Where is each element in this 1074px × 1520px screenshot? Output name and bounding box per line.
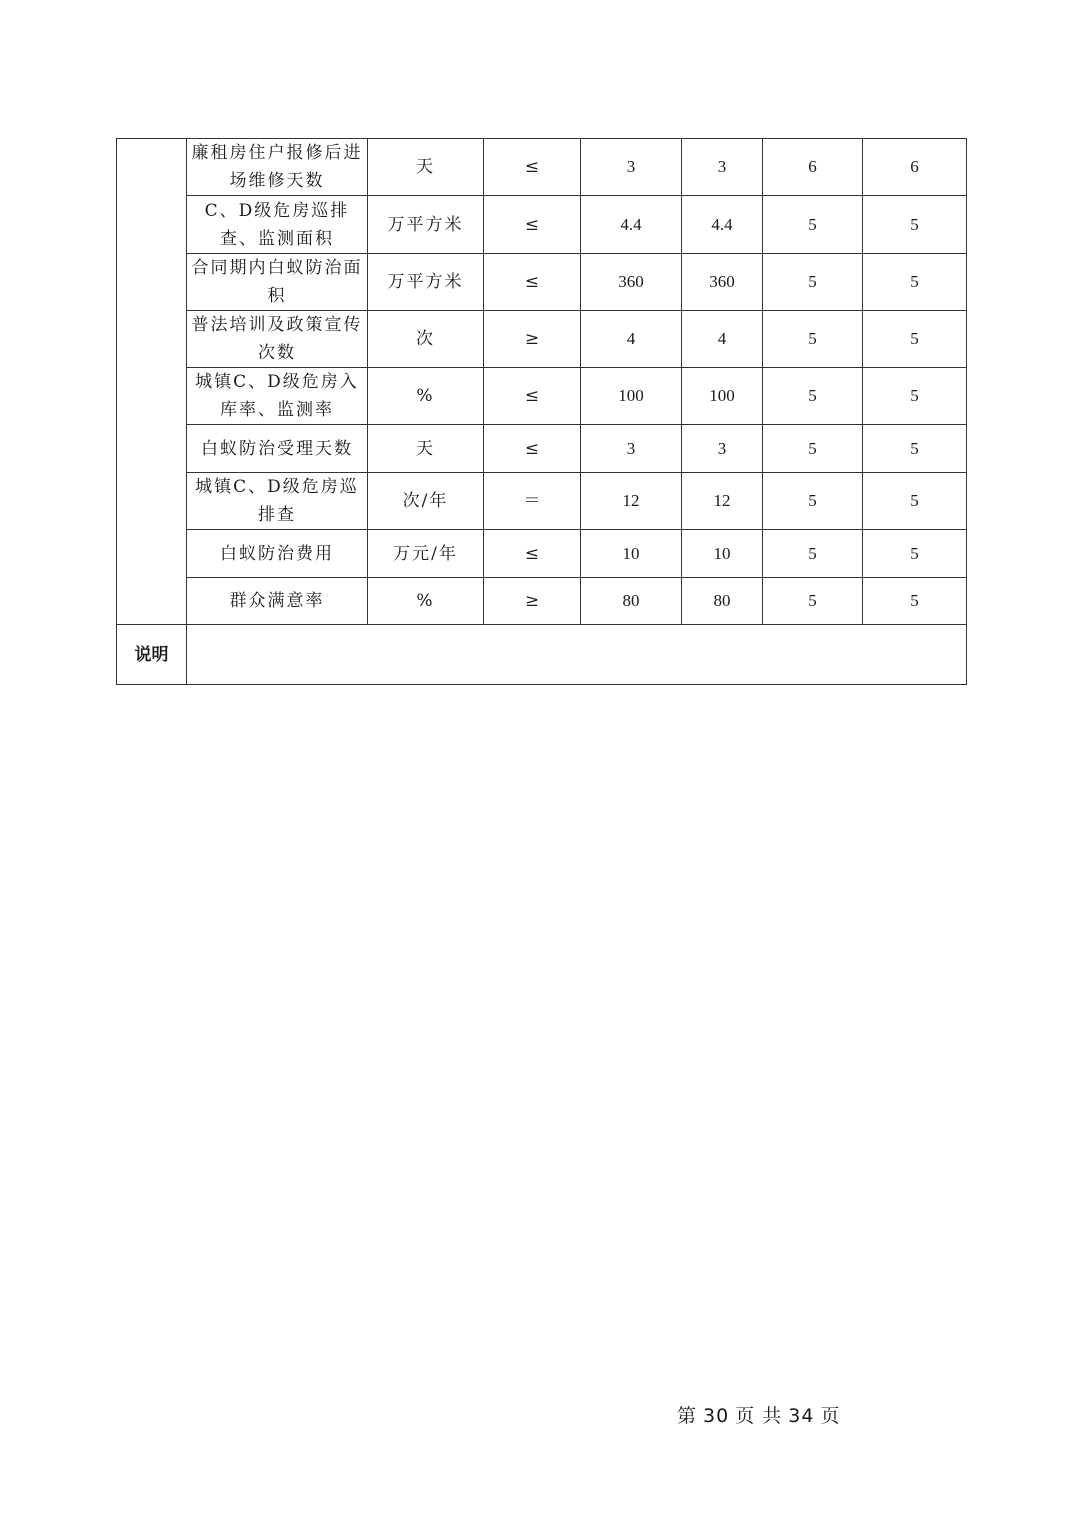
operator-cell: ≥ <box>484 311 581 368</box>
table-row <box>117 578 967 625</box>
operator-cell: ≤ <box>484 425 581 473</box>
category-cell <box>117 139 187 625</box>
operator-cell: ＝ <box>484 473 581 530</box>
table-row <box>117 139 967 196</box>
actual-value: 3 <box>682 139 763 196</box>
table-row <box>117 368 967 425</box>
table-row <box>117 196 967 254</box>
page-number-footer <box>674 1401 843 1428</box>
weight-value: 6 <box>763 139 863 196</box>
weight-value: 5 <box>763 254 863 311</box>
weight-value: 5 <box>763 530 863 578</box>
operator-cell: ≤ <box>484 196 581 254</box>
unit-cell: 万元/年 <box>368 530 484 578</box>
table-row <box>117 425 967 473</box>
unit-cell: % <box>368 368 484 425</box>
table-row <box>117 311 967 368</box>
actual-value: 4 <box>682 311 763 368</box>
weight-value: 5 <box>763 578 863 625</box>
target-value: 3 <box>581 139 682 196</box>
score-value: 5 <box>863 254 967 311</box>
indicator-name: 普法培训及政策宣传次数 <box>187 311 368 368</box>
unit-cell: 天 <box>368 139 484 196</box>
weight-value: 5 <box>763 473 863 530</box>
actual-value: 12 <box>682 473 763 530</box>
target-value: 4.4 <box>581 196 682 254</box>
actual-value: 80 <box>682 578 763 625</box>
indicator-name: 白蚁防治费用 <box>187 530 368 578</box>
score-value: 6 <box>863 139 967 196</box>
target-value: 80 <box>581 578 682 625</box>
table-row <box>117 254 967 311</box>
footer-suffix: 页 <box>820 1405 841 1427</box>
indicator-name: 城镇C、D级危房入库率、监测率 <box>187 368 368 425</box>
operator-cell: ≤ <box>484 368 581 425</box>
score-value: 5 <box>863 473 967 530</box>
unit-cell: 次 <box>368 311 484 368</box>
unit-cell: 万平方米 <box>368 254 484 311</box>
unit-cell: 天 <box>368 425 484 473</box>
score-value: 5 <box>863 578 967 625</box>
operator-cell: ≤ <box>484 530 581 578</box>
indicator-name: C、D级危房巡排查、监测面积 <box>187 196 368 254</box>
target-value: 100 <box>581 368 682 425</box>
actual-value: 4.4 <box>682 196 763 254</box>
weight-value: 5 <box>763 311 863 368</box>
operator-cell: ≤ <box>484 139 581 196</box>
indicator-name: 群众满意率 <box>187 578 368 625</box>
unit-cell: 次/年 <box>368 473 484 530</box>
actual-value: 10 <box>682 530 763 578</box>
target-value: 12 <box>581 473 682 530</box>
target-value: 10 <box>581 530 682 578</box>
unit-cell: % <box>368 578 484 625</box>
actual-value: 100 <box>682 368 763 425</box>
weight-value: 5 <box>763 196 863 254</box>
footer-middle: 页 共 <box>735 1405 783 1427</box>
indicator-name: 白蚁防治受理天数 <box>187 425 368 473</box>
score-value: 5 <box>863 196 967 254</box>
note-row <box>117 625 967 685</box>
target-value: 360 <box>581 254 682 311</box>
note-content <box>187 625 967 685</box>
score-value: 5 <box>863 311 967 368</box>
target-value: 4 <box>581 311 682 368</box>
operator-cell: ≥ <box>484 578 581 625</box>
operator-cell: ≤ <box>484 254 581 311</box>
target-value: 3 <box>581 425 682 473</box>
footer-prefix: 第 <box>677 1405 698 1427</box>
unit-cell: 万平方米 <box>368 196 484 254</box>
indicator-name: 廉租房住户报修后进场维修天数 <box>187 139 368 196</box>
score-value: 5 <box>863 425 967 473</box>
performance-table <box>116 138 967 685</box>
weight-value: 5 <box>763 368 863 425</box>
current-page-number: 30 <box>703 1405 730 1427</box>
actual-value: 360 <box>682 254 763 311</box>
total-pages-number: 34 <box>788 1405 815 1427</box>
table-row <box>117 473 967 530</box>
indicator-name: 合同期内白蚁防治面积 <box>187 254 368 311</box>
actual-value: 3 <box>682 425 763 473</box>
weight-value: 5 <box>763 425 863 473</box>
score-value: 5 <box>863 368 967 425</box>
note-label: 说明 <box>117 625 187 685</box>
indicator-name: 城镇C、D级危房巡排查 <box>187 473 368 530</box>
table-row <box>117 530 967 578</box>
score-value: 5 <box>863 530 967 578</box>
